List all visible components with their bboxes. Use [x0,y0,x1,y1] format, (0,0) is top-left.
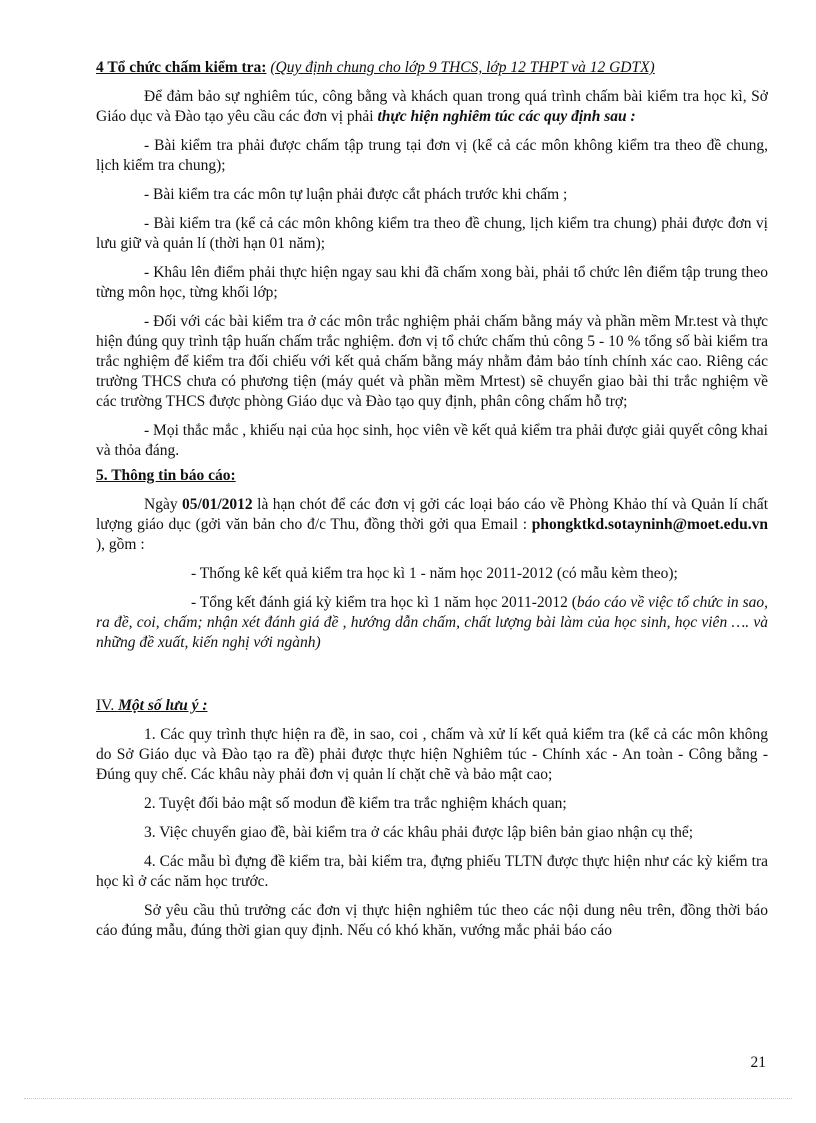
rule-item: - Đối với các bài kiểm tra ở các môn trắc nghiệm phải chấm bằng máy và phần mềm Mr.test và thực hiện đúng quy trình tập huấn chấm trắc nghiệm. đơn vị tổ chức chấm thủ công 5 - 10 % tổng số bài kiểm tra trắc nghiệm để kiểm tra đối chiếu với kết quả chấm bằng máy nhằm đảm bảo tính chính xác cao. Riêng các trường THCS chưa có phương tiện (máy quét và phần mềm Mrtest) sẽ chuyển giao bài thi trắc nghiệm về các trường THCS được phòng Giáo dục và Đào tạo quy định, phân công chấm hỗ trợ; [96,313,768,410]
rule-item: - Bài kiểm tra (kể cả các môn không kiểm tra theo đề chung, lịch kiểm tra chung) phải được đơn vị lưu giữ và quản lí (thời hạn 01 năm); [96,215,768,252]
note-item: 2. Tuyệt đối bảo mật số modun đề kiểm tra trắc nghiệm khách quan; [144,795,567,812]
vertical-spacer [96,662,768,696]
report-item [96,593,768,653]
section-iv-heading [96,696,768,716]
note-item: 3. Việc chuyển giao đề, bài kiểm tra ở các khâu phải được lập biên bản giao nhận cụ thể; [144,824,694,841]
report-item-2-text: - Tổng kết đánh giá kỳ kiểm tra học kì 1 năm học 2011-2012 ( [191,594,577,611]
report-item: - Thống kê kết quả kiểm tra học kì 1 - năm học 2011-2012 (có mẫu kèm theo); [191,565,678,582]
rule-item: - Mọi thắc mắc , khiếu nại của học sinh, học viên về kết quả kiểm tra phải được giải quyết công khai và thỏa đáng. [96,422,768,459]
page-number: 21 [750,1054,766,1071]
section-4-heading [96,58,768,78]
note-item: 1. Các quy trình thực hiện ra đề, in sao, coi , chấm và xử lí kết quả kiểm tra (kể cả các môn không do Sở Giáo dục và Đào tạo ra đề) phải được thực hiện Nghiêm túc - Chính xác - An toàn - Công bằng - Đúng quy chế. Các khâu này phải đơn vị quản lí chặt chẽ và bảo mật cao; [96,726,768,783]
report-item-2-italic: báo cáo về việc tổ chức in sao, ra đề, coi, chấm; nhận xét đánh giá đề , hướng dẫn chấm, chất lượng bài làm của học sinh, học viên …. và những đề xuất, kiến nghị với ngành) [96,594,768,651]
report-text-1: Ngày [144,496,183,513]
note-item: 4. Các mẫu bì đựng đề kiểm tra, bài kiểm tra, đựng phiếu TLTN được thực hiện như các kỳ kiểm tra học kì ở các năm học trước. [96,853,768,890]
report-text-3: ), gồm : [96,536,145,553]
section-iv-numeral: IV. [96,697,119,714]
section-5-heading: 5. Thông tin báo cáo: [96,467,236,484]
section-4-note: (Quy định chung cho lớp 9 THCS, lớp 12 THPT và 12 GDTX) [270,59,655,76]
report-text-2: là hạn chót để các đơn vị gởi các loại báo cáo về Phòng Khảo thí và Quản lí chất lượng giáo dục (gởi văn bản cho đ/c Thu, đồng thời gởi qua Email : [96,496,768,533]
email-address: phongktkd.sotayninh@moet.edu.vn [531,516,768,533]
page-bottom-divider [24,1098,792,1099]
intro-text: Để đảm bảo sự nghiêm túc, công bằng và khách quan trong quá trình chấm bài kiểm tra học kì, Sở Giáo dục và Đào tạo yêu cầu các đơn vị phải [96,88,768,125]
section-iv-title: Một số lưu ý : [118,697,208,714]
rule-item: - Bài kiểm tra các môn tự luận phải được cắt phách trước khi chấm ; [144,186,568,203]
closing-paragraph: Sở yêu cầu thủ trưởng các đơn vị thực hiện nghiêm túc theo các nội dung nêu trên, đồng thời báo cáo đúng mẫu, đúng thời gian quy định. Nếu có khó khăn, vướng mắc phải báo cáo [96,902,768,939]
section-4-colon: : [261,59,267,76]
deadline-date: 05/01/2012 [182,496,253,513]
section-4-title: 4 Tổ chức chấm kiểm tra [96,59,262,76]
rule-item: - Khâu lên điểm phải thực hiện ngay sau khi đã chấm xong bài, phải tổ chức lên điểm tập trung theo từng môn học, từng khối lớp; [96,264,768,301]
section-4-intro [96,87,768,127]
document-page [96,58,768,950]
intro-emphasis: thực hiện nghiêm túc các quy định sau : [377,108,636,125]
rule-item: - Bài kiểm tra phải được chấm tập trung tại đơn vị (kể cả các môn không kiểm tra theo đề chung, lịch kiểm tra chung); [96,137,768,174]
report-paragraph [96,495,768,555]
